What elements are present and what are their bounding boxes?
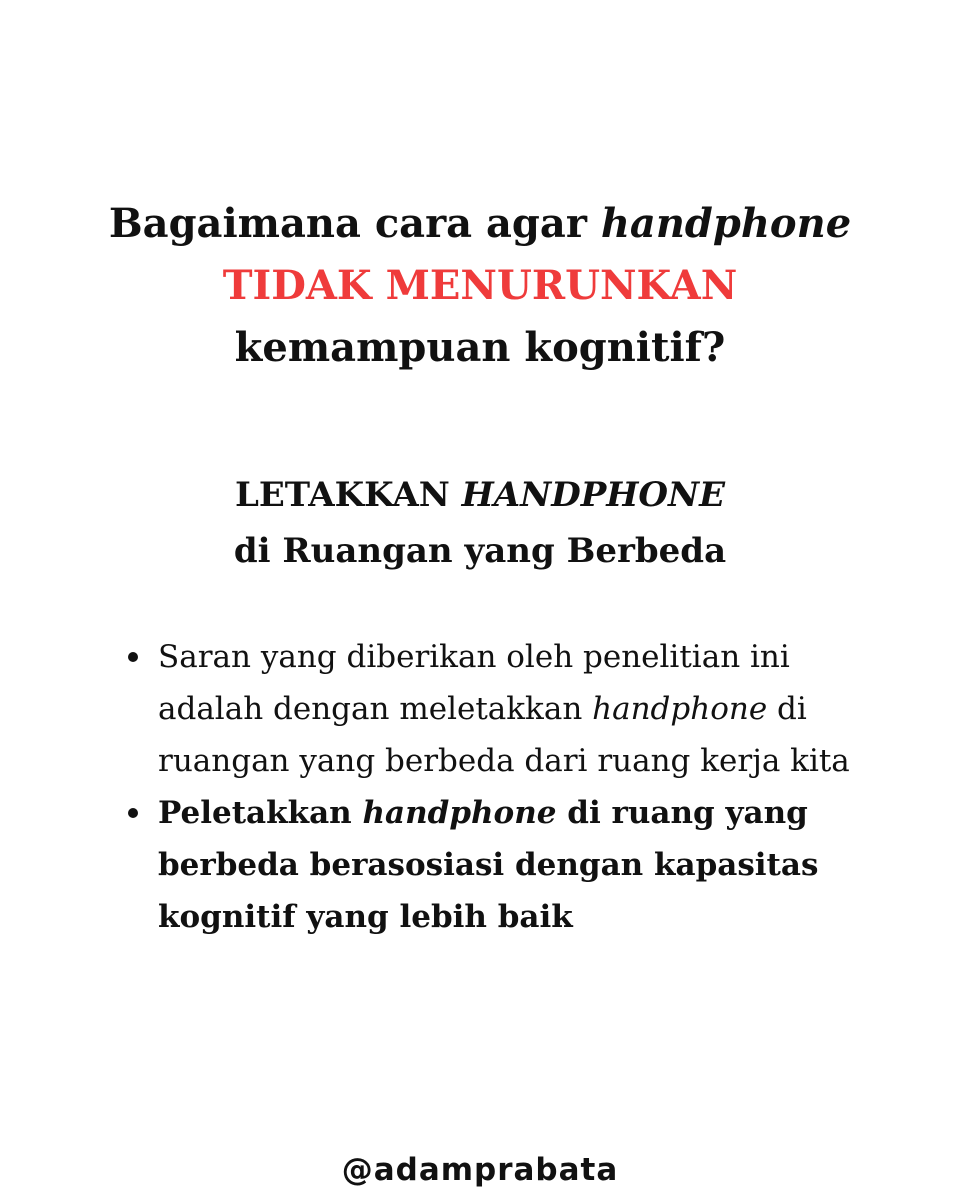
subheading-line-1-prefix: LETAKKAN (234, 475, 462, 515)
bullet-item-1 (158, 631, 858, 787)
subheading (0, 467, 960, 579)
bullet-item-2-before: Peletakkan (158, 795, 363, 831)
headline-line-1-prefix: Bagaimana cara agar (108, 200, 601, 247)
bullet-item-2-emphasis: handphone (362, 795, 557, 831)
bullet-item-2-after: di ruang yang berbeda berasosiasi dengan kapasitas kognitif yang lebih baik (158, 795, 819, 935)
subheading-line-1 (0, 467, 960, 523)
bullet-item-1-before: Saran yang diberikan oleh penelitian ini adalah dengan meletakkan (158, 639, 790, 727)
subheading-line-2: di Ruangan yang Berbeda (233, 531, 727, 571)
bullet-item-2 (158, 787, 858, 943)
headline-line-1 (0, 193, 960, 255)
bullet-dot-icon (128, 808, 138, 818)
bullet-item-1-emphasis: handphone (592, 691, 768, 727)
headline-line-3: kemampuan kognitif? (234, 324, 726, 371)
headline-line-1-emphasis: handphone (600, 200, 852, 247)
bullet-list (158, 631, 858, 943)
author-handle: @adamprabata (341, 1152, 619, 1188)
subheading-line-1-emphasis: HANDPHONE (461, 475, 726, 515)
bullet-item-1-after: di ruangan yang berbeda dari ruang kerja kita (158, 691, 850, 779)
headline (0, 193, 960, 379)
bullet-dot-icon (128, 652, 138, 662)
headline-line-2-accent: TIDAK MENURUNKAN (222, 262, 738, 309)
